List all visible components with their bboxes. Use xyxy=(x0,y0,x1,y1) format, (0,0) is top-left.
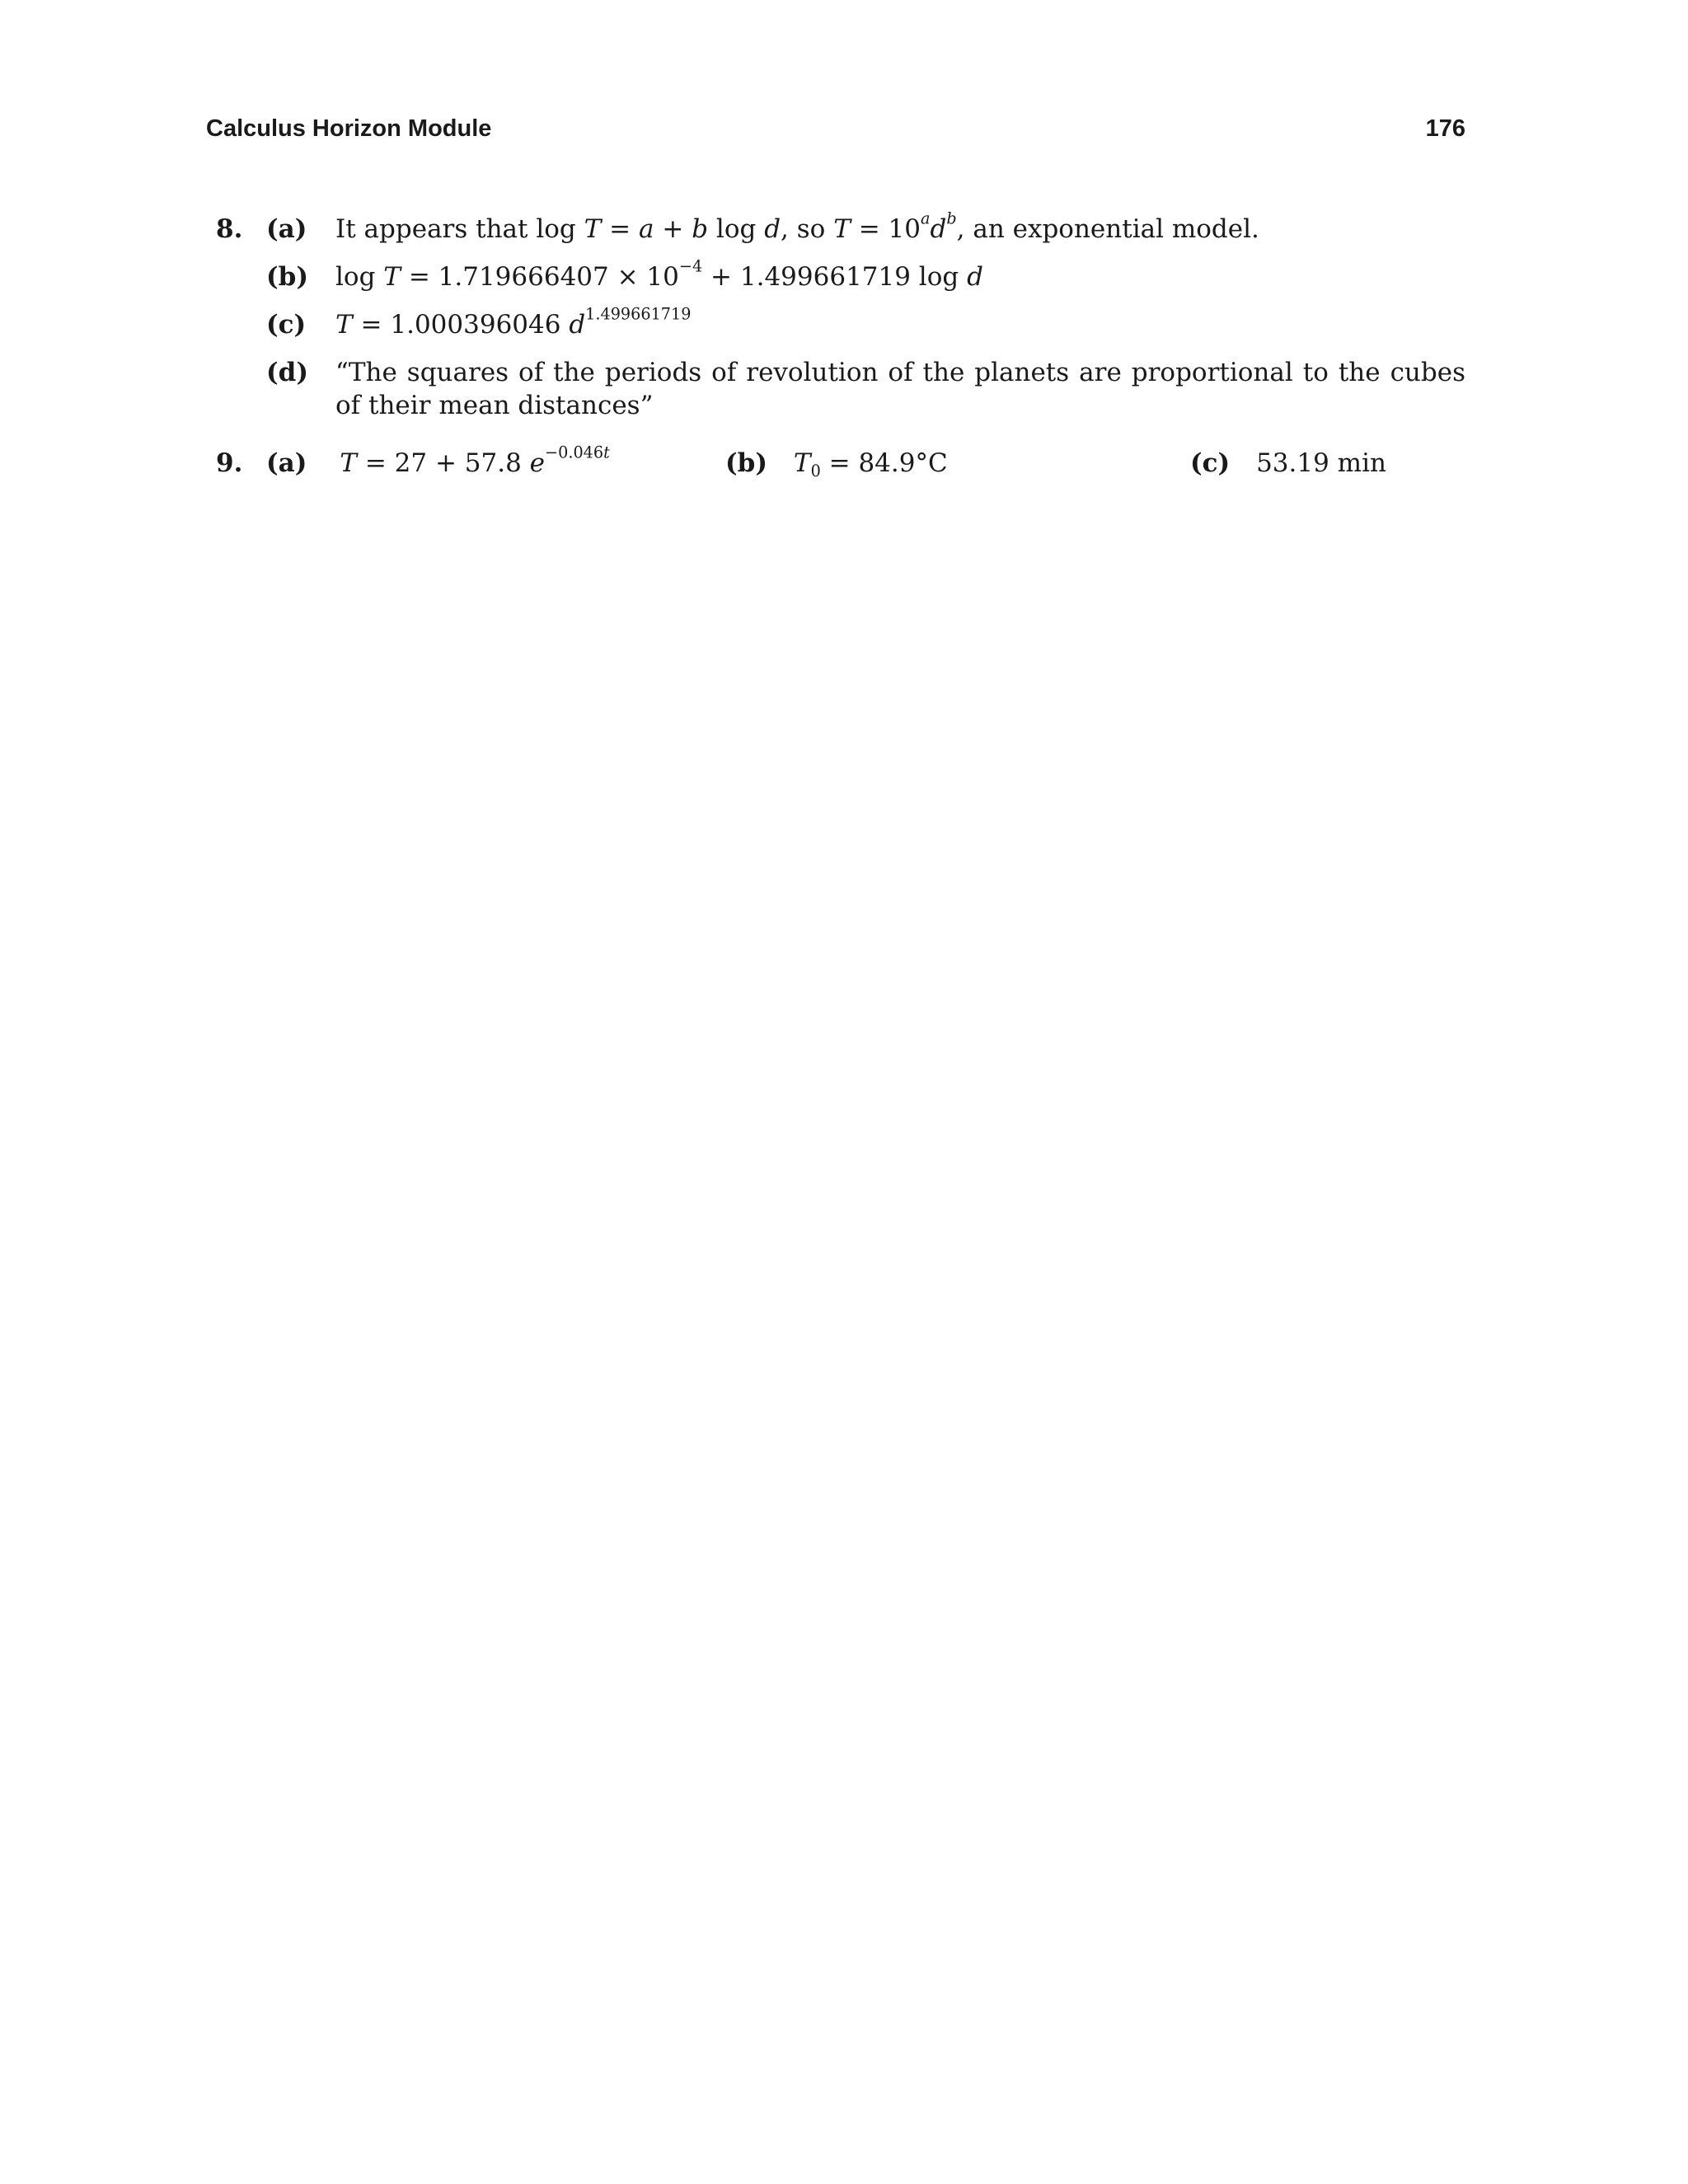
part-text xyxy=(335,304,1465,341)
problem-9 xyxy=(206,443,1465,480)
math-variable: b xyxy=(692,214,709,244)
math-variable: a xyxy=(639,214,654,244)
math-variable: d xyxy=(967,262,983,292)
math-variable: d xyxy=(764,214,781,244)
math-variable: T xyxy=(833,214,851,244)
exponent: −0.046 xyxy=(545,443,604,462)
problem-9-part-b xyxy=(725,447,948,480)
math-variable: T xyxy=(340,448,357,478)
exponent: −4 xyxy=(678,256,703,276)
problem-8-part-b xyxy=(206,256,1465,293)
problem-8-part-c xyxy=(206,304,1465,341)
part-text: 53.19 min xyxy=(1256,448,1386,478)
part-label: (d) xyxy=(266,358,309,387)
subscript: 0 xyxy=(810,461,821,480)
answer-content xyxy=(206,209,1465,480)
text-segment: = 27 + 57.8 xyxy=(356,448,530,478)
page-number: 176 xyxy=(1425,115,1465,142)
exponent: a xyxy=(921,209,931,228)
text-segment: = 1.719666407 × 10 xyxy=(400,262,679,292)
problem-number: 9. xyxy=(216,448,243,478)
part-label: (b) xyxy=(266,262,309,292)
problem-number: 8. xyxy=(216,214,243,244)
text-segment: , an exponential model. xyxy=(956,214,1259,244)
part-label: (c) xyxy=(266,310,307,340)
text-segment: It appears that log xyxy=(335,214,584,244)
text-segment: = 10 xyxy=(850,214,921,244)
math-variable: T xyxy=(335,310,353,340)
problem-8-part-d xyxy=(206,356,1465,422)
exponent: 1.499661719 xyxy=(585,304,692,324)
math-variable: d xyxy=(930,214,947,244)
part-text xyxy=(335,209,1465,246)
part-label: (a) xyxy=(266,214,307,244)
problem-9-part-a xyxy=(266,443,610,480)
text-segment: = 84.9°C xyxy=(820,448,948,478)
math-variable: e xyxy=(529,448,546,478)
part-text: “The squares of the periods of revolution of the planets are proportional to the cubes of their mean distances” xyxy=(335,358,1465,420)
math-variable: T xyxy=(584,214,602,244)
problem-8-part-a xyxy=(206,209,1465,246)
problem-8 xyxy=(206,209,1465,422)
part-text xyxy=(335,256,1465,293)
text-segment: + xyxy=(654,214,692,244)
text-segment: log xyxy=(335,262,384,292)
part-label: (c) xyxy=(1190,448,1231,478)
math-variable: d xyxy=(569,310,586,340)
text-segment: log xyxy=(708,214,765,244)
part-label: (a) xyxy=(266,448,307,478)
text-segment: = 1.000396046 xyxy=(352,310,570,340)
part-label: (b) xyxy=(725,448,768,478)
exponent-variable: t xyxy=(603,443,610,462)
exponent: b xyxy=(946,209,957,228)
math-variable: T xyxy=(793,448,811,478)
text-segment: , so xyxy=(781,214,834,244)
text-segment: = xyxy=(601,214,640,244)
text-segment: + 1.499661719 log xyxy=(702,262,968,292)
problem-9-part-c xyxy=(1190,447,1386,480)
math-variable: T xyxy=(383,262,401,292)
document-title: Calculus Horizon Module xyxy=(206,115,492,142)
